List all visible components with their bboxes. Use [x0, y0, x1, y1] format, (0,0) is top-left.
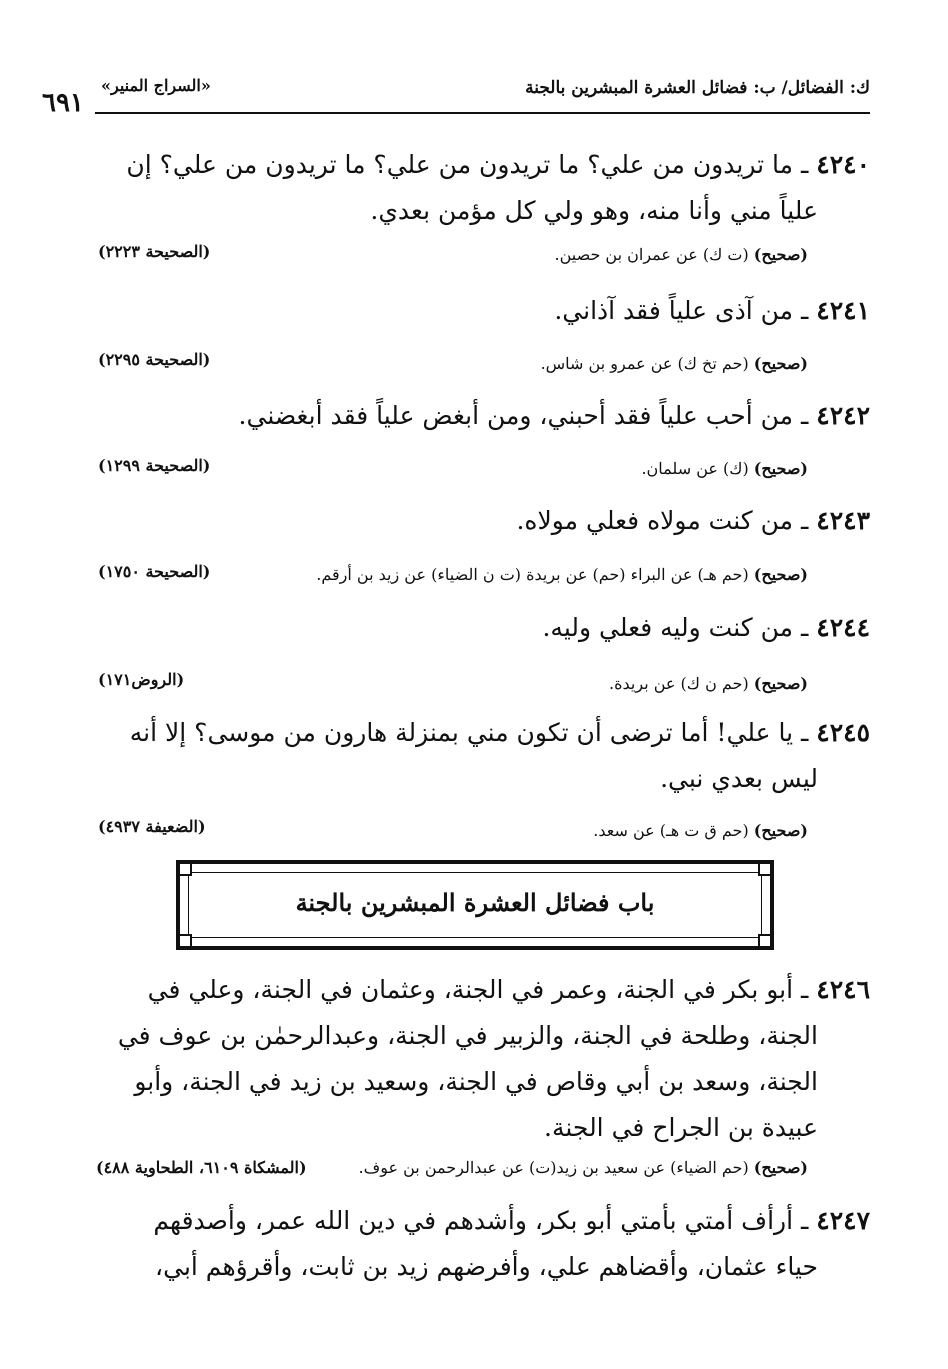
hadith-4246-source — [359, 1156, 808, 1180]
hadith-text-line-2: علياً مني وأنا منه، وهو ولي كل مؤمن بعدي. — [370, 196, 818, 225]
source-text: (حم الضياء) عن سعيد بن زيد(ت) عن عبدالرحمن بن عوف. — [358, 1158, 749, 1177]
hadith-4245 — [95, 710, 870, 802]
page-number: ٦٩١ — [42, 88, 84, 118]
hadith-4240-source — [554, 243, 808, 267]
hadith-text-line-3: الجنة، وسعد بن أبي وقاص في الجنة، وسعيد بن زيد في الجنة، وأبو — [134, 1067, 818, 1096]
hadith-4246-reference: (المشكاة ٦١٠٩، الطحاوية ٤٨٨) — [96, 1158, 307, 1177]
hadith-number: ٤٢٤٢ — [816, 401, 870, 430]
hadith-4245-source — [593, 819, 808, 843]
source-text: (حم ن ك) عن بريدة. — [609, 674, 749, 693]
hadith-text-line-1: يا علي! أما ترضى أن تكون مني بمنزلة هارون من موسى؟ إلا أنه — [129, 718, 794, 747]
hadith-4243-source — [316, 563, 808, 587]
hadith-number: ٤٢٤٠ — [816, 150, 870, 179]
separator: ـ — [801, 718, 809, 747]
hadith-text-line-2: ليس بعدي نبي. — [660, 764, 818, 793]
hadith-number: ٤٢٤٦ — [816, 975, 870, 1004]
running-header — [95, 72, 870, 114]
hadith-text-line-4: عبيدة بن الجراح في الجنة. — [544, 1113, 818, 1142]
hadith-4240-reference: (الصحيحة ٢٢٢٣) — [98, 242, 211, 261]
hadith-text-line-1: من آذى علياً فقد آذاني. — [554, 296, 794, 325]
grade: (صحيح) — [753, 674, 808, 693]
grade: (صحيح) — [753, 565, 808, 584]
hadith-text-line-1: من كنت وليه فعلي وليه. — [542, 613, 794, 642]
hadith-4243-reference: (الصحيحة ١٧٥٠) — [98, 562, 211, 581]
hadith-number: ٤٢٤٤ — [816, 613, 870, 642]
hadith-number: ٤٢٤٣ — [816, 506, 870, 535]
frame-corner-ornament — [178, 862, 192, 876]
hadith-text-line-1: من كنت مولاه فعلي مولاه. — [516, 506, 794, 535]
hadith-4245-reference: (الضعيفة ٤٩٣٧) — [98, 817, 206, 836]
hadith-text-line-1: أرأف أمتي بأمتي أبو بكر، وأشدهم في دين الله عمر، وأصدقهم — [153, 1206, 794, 1235]
separator: ـ — [801, 975, 809, 1004]
hadith-text-line-1: أبو بكر في الجنة، وعمر في الجنة، وعثمان في الجنة، وعلي في — [147, 975, 794, 1004]
source-text: (حم هـ) عن البراء (حم) عن بريدة (ت ن الضياء) عن زيد بن أرقم. — [316, 565, 749, 584]
chapter-heading-frame — [176, 860, 774, 950]
source-text: (ت ك) عن عمران بن حصين. — [554, 245, 749, 264]
running-title: ك: الفضائل/ ب: فضائل العشرة المبشرين بالجنة — [525, 78, 870, 98]
separator: ـ — [801, 506, 809, 535]
hadith-4244 — [95, 605, 870, 651]
hadith-4241-reference: (الصحيحة ٢٢٩٥) — [98, 350, 211, 369]
grade: (صحيح) — [753, 821, 808, 840]
hadith-text-line-1: ما تريدون من علي؟ ما تريدون من علي؟ ما تريدون من علي؟ إن — [126, 150, 794, 179]
source-text: (ك) عن سلمان. — [641, 459, 749, 478]
source-text: (حم تخ ك) عن عمرو بن شاس. — [540, 354, 749, 373]
grade: (صحيح) — [753, 459, 808, 478]
hadith-text-line-2: الجنة، وطلحة في الجنة، والزبير في الجنة، وعبدالرحمٰن بن عوف في — [117, 1021, 818, 1050]
hadith-4244-reference: (الروض١٧١) — [98, 670, 185, 689]
source-text: (حم ق ت هـ) عن سعد. — [593, 821, 749, 840]
separator: ـ — [801, 150, 809, 179]
frame-corner-ornament — [758, 862, 772, 876]
hadith-number: ٤٢٤٧ — [816, 1206, 870, 1235]
hadith-4241-source — [541, 352, 808, 376]
hadith-4242-source — [641, 457, 808, 481]
separator: ـ — [801, 613, 809, 642]
hadith-4246 — [95, 967, 870, 1151]
hadith-number: ٤٢٤٥ — [816, 718, 870, 747]
grade: (صحيح) — [753, 354, 808, 373]
frame-corner-ornament — [758, 934, 772, 948]
hadith-4242 — [95, 393, 870, 439]
separator: ـ — [801, 1206, 809, 1235]
separator: ـ — [801, 296, 809, 325]
hadith-4247 — [95, 1198, 870, 1290]
grade: (صحيح) — [753, 245, 808, 264]
separator: ـ — [801, 401, 809, 430]
hadith-4244-source — [609, 672, 808, 696]
hadith-number: ٤٢٤١ — [816, 296, 870, 325]
frame-corner-ornament — [178, 934, 192, 948]
hadith-4242-reference: (الصحيحة ١٢٩٩) — [98, 456, 211, 475]
book-title: «السراج المنير» — [101, 76, 211, 95]
hadith-text-line-1: من أحب علياً فقد أحبني، ومن أبغض علياً فقد أبغضني. — [238, 401, 794, 430]
hadith-4241 — [95, 288, 870, 334]
hadith-4240 — [95, 142, 870, 234]
chapter-title: باب فضائل العشرة المبشرين بالجنة — [295, 888, 655, 917]
hadith-4243 — [95, 498, 870, 544]
grade: (صحيح) — [753, 1158, 808, 1177]
hadith-text-line-2: حياء عثمان، وأقضاهم علي، وأفرضهم زيد بن ثابت، وأقرؤهم أبي، — [155, 1252, 818, 1281]
